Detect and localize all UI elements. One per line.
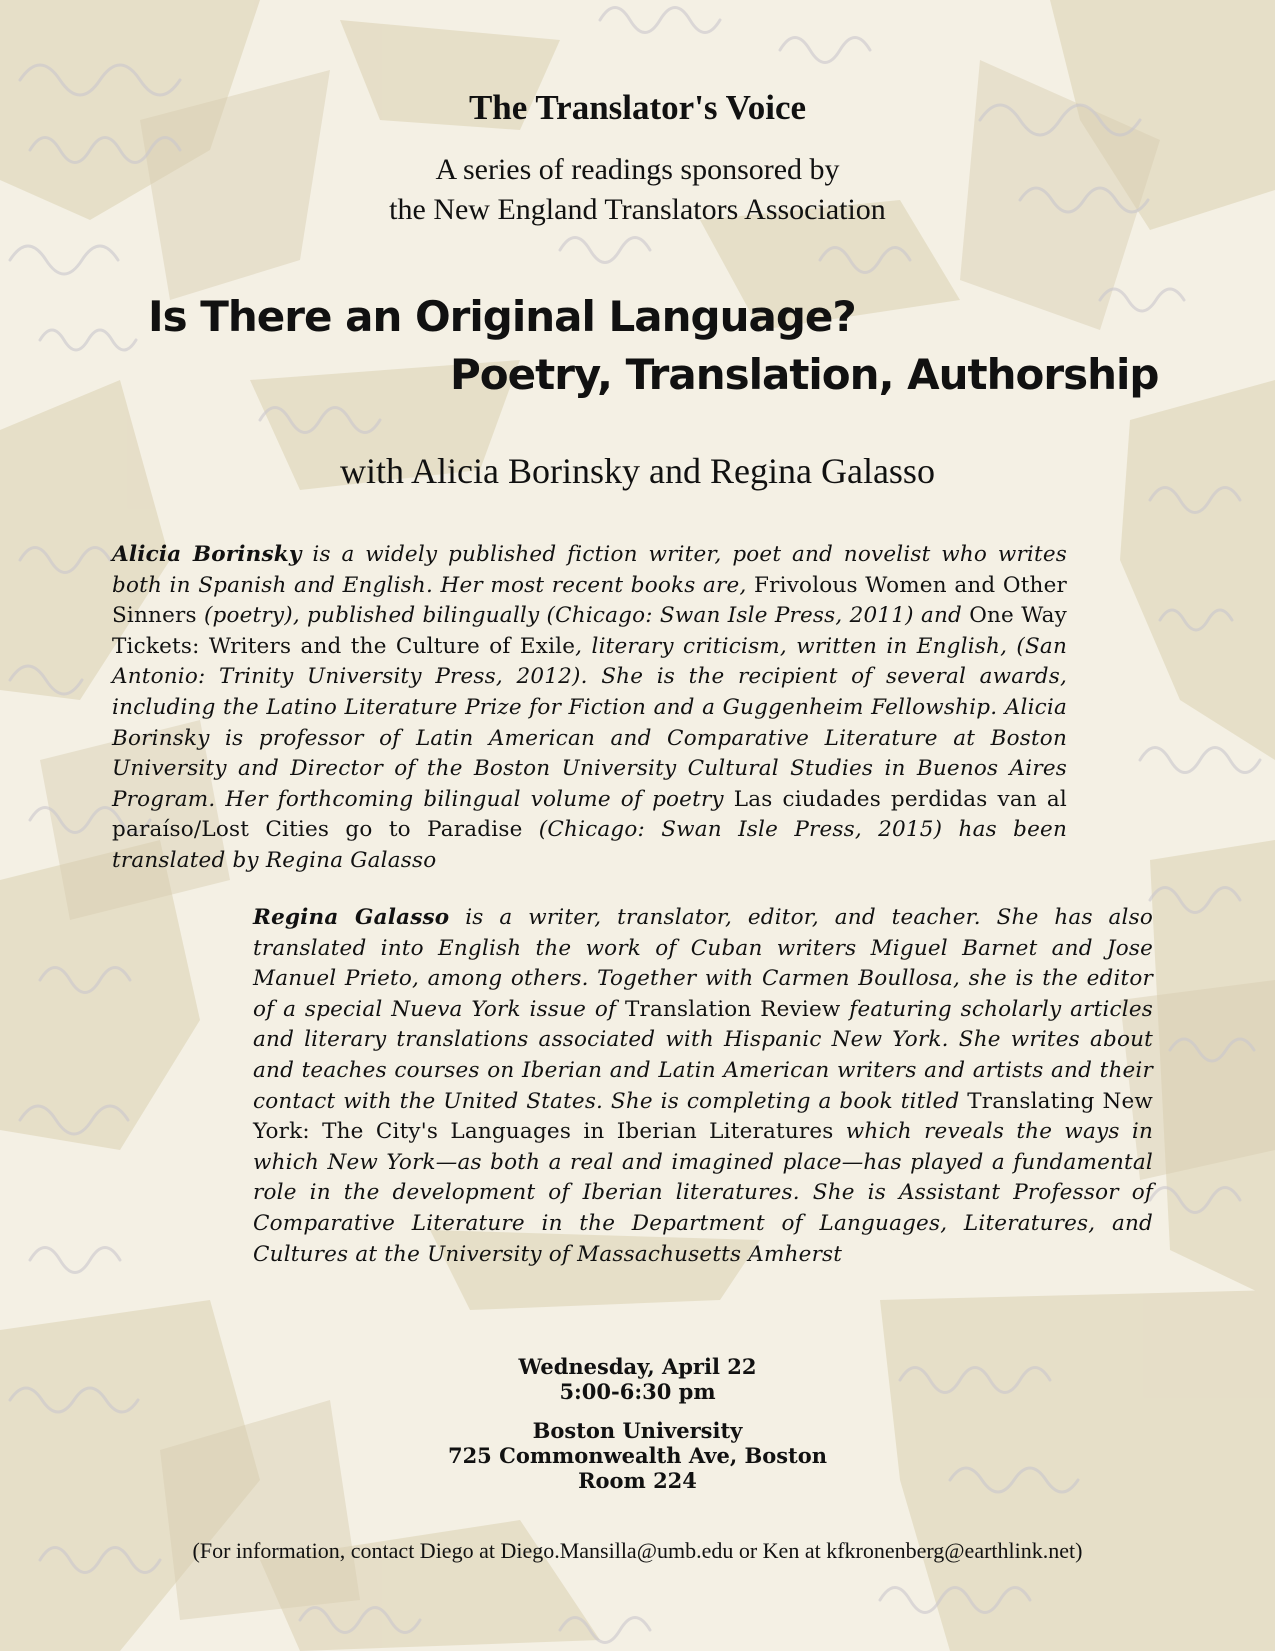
talk-title-line-2: Poetry, Translation, Authorship (450, 350, 1159, 399)
sponsor-line-2: the New England Translators Association (389, 193, 886, 226)
bio-regina-galasso (253, 903, 1153, 1270)
bio-text: is a writer, translator, editor, and teacher. She has also translated into English the work of Cuban writers Miguel Barnet and Jose Manuel Prieto, among others. Together with Carmen Boullosa, she is the editor of a special Nueva York issue of (253, 905, 1153, 1022)
sponsor-text (0, 150, 1275, 230)
book-title: One Way Tickets: Writers and the Culture of Exile (112, 603, 1067, 659)
event-date: Wednesday, April 22 (518, 1354, 757, 1379)
bio-text: (Chicago: Swan Isle Press, 2015) has been translated by Regina Galasso (112, 817, 1067, 873)
talk-title-line-1: Is There an Original Language? (148, 292, 856, 341)
bio-name: Regina Galasso (253, 905, 450, 930)
book-title: Translating New York: The City's Languages in Iberian Literatures (253, 1088, 1153, 1145)
sponsor-line-1: A series of readings sponsored by (435, 153, 840, 186)
event-datetime (0, 1354, 1275, 1404)
event-room: Room 224 (578, 1468, 697, 1493)
bio-text: featuring scholarly articles and literary translations associated with Hispanic New York. She writes about and teaches courses on Iberian and Latin American writers and artists and their contact with the United States. She is completing a book titled (253, 996, 1153, 1114)
event-address: 725 Commonwealth Ave, Boston (447, 1443, 828, 1468)
event-venue: Boston University (532, 1418, 743, 1443)
bio-text: (poetry), published bilingually (Chicago: Swan Isle Press, 2011) and (196, 603, 970, 629)
book-title: Frivolous Women and Other Sinners (112, 572, 1068, 629)
event-location (0, 1418, 1275, 1493)
bio-text: is a widely published fiction writer, poet and novelist who writes both in Spanish and English. Her most recent books are, (112, 542, 1067, 598)
journal-title: Translation Review (624, 996, 841, 1022)
event-time: 5:00-6:30 pm (559, 1379, 716, 1404)
bio-text: which reveals the ways in which New York—as both a real and imagined place—has played a fundamental role in the development of Iberian literatures. She is Assistant Professor of Comparative Literature in the Department of Languages, Literatures, and Cultures at the University of Massachusetts Amherst (253, 1119, 1154, 1267)
series-title: The Translator's Voice (468, 88, 807, 127)
bio-name: Alicia Borinsky (112, 542, 302, 567)
bio-alicia-borinsky (112, 540, 1067, 877)
bio-text: , literary criticism, written in English, (San Antonio: Trinity University Press, 2012). She is the recipient of several awards, including the Latino Literature Prize for Fiction and a Guggenheim Fellowship. Alicia Borinsky is professor of Latin American and Comparative Literature at Boston University and Director of the Boston University Cultural Studies in Buenos Aires Program. Her forthcoming bilingual volume of poetry (112, 633, 1067, 812)
contact-info: (For information, contact Diego at Diego.Mansilla@umb.edu or Ken at kfkronenberg@earthlink.net) (192, 1538, 1083, 1563)
speakers-line: with Alicia Borinsky and Regina Galasso (340, 451, 935, 491)
book-title: Las ciudades perdidas van al paraíso/Lost Cities go to Paradise (112, 786, 1067, 843)
